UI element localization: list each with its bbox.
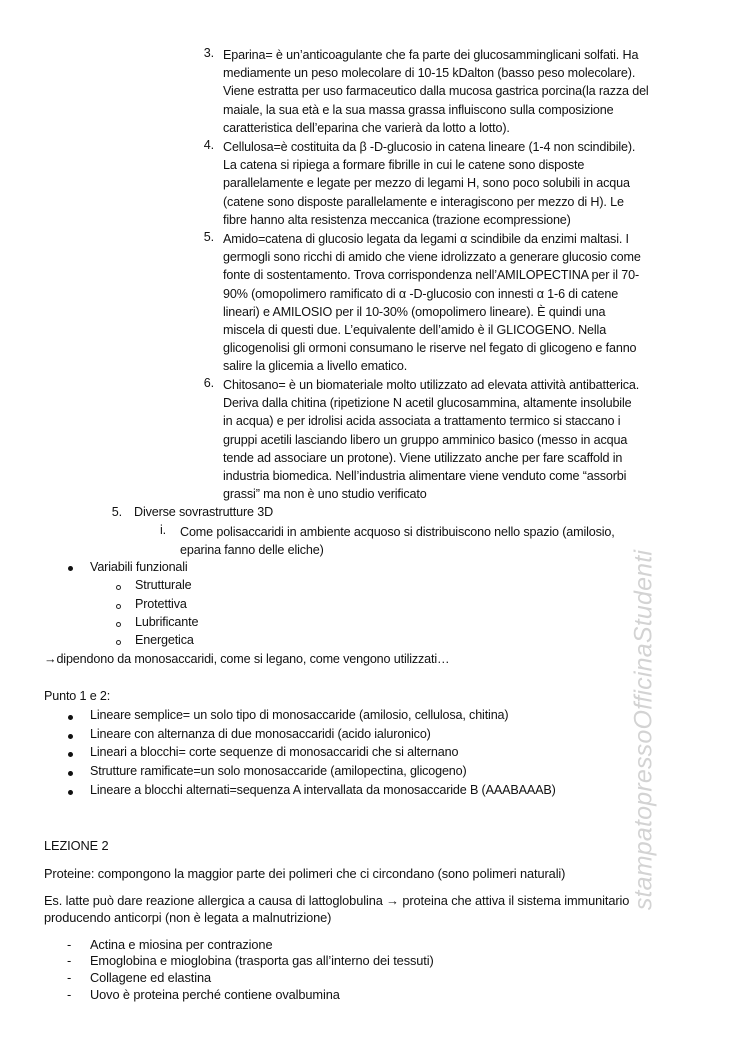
list-item: Lineari a blocchi= corte sequenze di monosaccaridi che si alternano [90, 745, 459, 759]
sublist-item: Strutturale [135, 578, 192, 592]
dash-bullet-icon: - [67, 970, 72, 985]
list-marker: 5. [203, 230, 214, 244]
sublist-item: Energetica [135, 633, 194, 647]
lesson-title: LEZIONE 2 [44, 838, 109, 853]
list-item: Lineare a blocchi alternati=sequenza A intervallata da monosaccaride B (AAABAAAB) [90, 783, 556, 797]
list-item: Strutture ramificate=un solo monosaccaride (amilopectina, glicogeno) [90, 764, 467, 778]
sublist-marker: i. [160, 523, 166, 537]
text-line: Cellulosa=è costituita da β -D-glucosio in catena lineare (1-4 non scindibile). [223, 140, 636, 154]
list-item: Emoglobina e mioglobina (trasporta gas all’interno dei tessuti) [90, 953, 434, 968]
list-item-label: Variabili funzionali [90, 560, 188, 574]
list-marker: 6. [203, 376, 214, 390]
text-line: grassi” ma non è uno studio verificato [223, 487, 427, 502]
sublist-item: Protettiva [135, 597, 187, 611]
list-marker: 5. [111, 505, 122, 519]
bullet-icon [68, 752, 73, 757]
text-line: mediamente un peso molecolare di 10-15 kDalton (basso peso molecolare). [223, 66, 636, 81]
text-line: salire la glicemia a livello ematico. [223, 359, 408, 374]
text-line: Chitosano= è un biomateriale molto utilizzato ad elevata attività antibatterica. [223, 378, 640, 392]
circle-bullet-icon [116, 640, 121, 645]
watermark: stampatopressoOfficinaStudenti [629, 549, 658, 911]
text-line: Viene estratta per uso farmaceutico dalla mucosa gastrica porcina(la razza del [223, 84, 649, 99]
dash-bullet-icon: - [67, 987, 72, 1002]
list-marker: 4. [203, 138, 214, 152]
dash-bullet-icon: - [67, 937, 72, 952]
bullet-icon [68, 715, 73, 720]
text-line: lineari) e AMILOSIO per il 10-30% (omopolimero lineare). È quindi una [223, 304, 606, 319]
circle-bullet-icon [116, 585, 121, 590]
text-line: parallelamente e legate per mezzo di legami H, sono poco solubili in acqua [223, 176, 630, 191]
list-item: Collagene ed elastina [90, 970, 211, 985]
circle-bullet-icon [116, 604, 121, 609]
bullet-icon [68, 734, 73, 739]
bullet-icon [68, 566, 73, 571]
text-line: gruppi acetili lasciando libero un gruppo amminico basico (messo in acqua [223, 432, 628, 447]
list-item: Lineare con alternanza di due monosaccaridi (acido ialuronico) [90, 727, 431, 741]
text-line: maiale, la sua età e la sua massa grassa influiscono sulla composizione [223, 102, 614, 117]
text-line: Come polisaccaridi in ambiente acquoso si distribuiscono nello spazio (amilosio, [180, 525, 615, 539]
bullet-icon [68, 771, 73, 776]
text-line: Es. latte può dare reazione allergica a causa di lattoglobulina → proteina che attiva il sistema immunitario [44, 893, 630, 908]
text-line: germogli sono ricchi di amido che viene idrolizzato a generare glucosio come [223, 250, 641, 265]
text-line: miscela di questi due. L’equivalente dell’amido è il GLICOGENO. Nella [223, 323, 607, 338]
text-line: in acqua) e per idrolisi acida associata a trattamento termico si staccano i [223, 414, 621, 429]
text-line: fonte di sostentamento. Trova corrispondenza nell’AMILOPECTINA per il 70- [223, 268, 640, 283]
lesson-intro: Proteine: compongono la maggior parte dei polimeri che ci circondano (sono polimeri naturali) [44, 866, 566, 881]
text-line: glicogenolisi gli ormoni consumano le riserve nel fegato di glicogeno e fanno [223, 341, 637, 356]
section-heading: Punto 1 e 2: [44, 689, 111, 703]
bullet-icon [68, 790, 73, 795]
text-line: eparina fanno delle eliche) [180, 543, 324, 558]
text-line: fibre hanno alta resistenza meccanica (trazione ecompressione) [223, 212, 571, 227]
text-line: industria biomedica. Nell’industria alimentare viene venduto come “assorbi [223, 469, 627, 484]
list-item: Actina e miosina per contrazione [90, 937, 273, 952]
text-line: caratteristica dell’eparina che varierà da lotto a lotto). [223, 120, 510, 135]
list-item: Uovo è proteina perché contiene ovalbumina [90, 987, 340, 1002]
sublist-item: Lubrificante [135, 615, 199, 629]
text-line: Amido=catena di glucosio legata da legami α scindibile da enzimi maltasi. I [223, 232, 629, 246]
text-line: producendo anticorpi (non è legata a malnutrizione) [44, 909, 332, 925]
list-item-label: Diverse sovrastrutture 3D [134, 505, 274, 519]
text-line: tende ad associare un protone). Viene utilizzato anche per fare scaffold in [223, 450, 623, 465]
list-item: Lineare semplice= un solo tipo di monosaccaride (amilosio, cellulosa, chitina) [90, 708, 509, 722]
text-line: 90% (omopolimero ramificato di α -D-glucosio con innesti α 1-6 di catene [223, 286, 619, 301]
text-line: Eparina= è un’anticoagulante che fa parte dei glucosamminglicani solfati. Ha [223, 48, 639, 62]
dash-bullet-icon: - [67, 953, 72, 968]
circle-bullet-icon [116, 622, 121, 627]
list-marker: 3. [203, 46, 214, 60]
text-line: La catena si ripiega a formare fibrille in cui le catene sono disposte [223, 158, 585, 173]
dependency-note: →dipendono da monosaccaridi, come si legano, come vengono utilizzati… [44, 652, 450, 666]
text-line: Deriva dalla chitina (ripetizione N acetil glucosammina, altamente insolubile [223, 396, 632, 411]
text-line: (catene sono disposte parallelamente e interagiscono per mezzo di H). Le [223, 194, 624, 209]
